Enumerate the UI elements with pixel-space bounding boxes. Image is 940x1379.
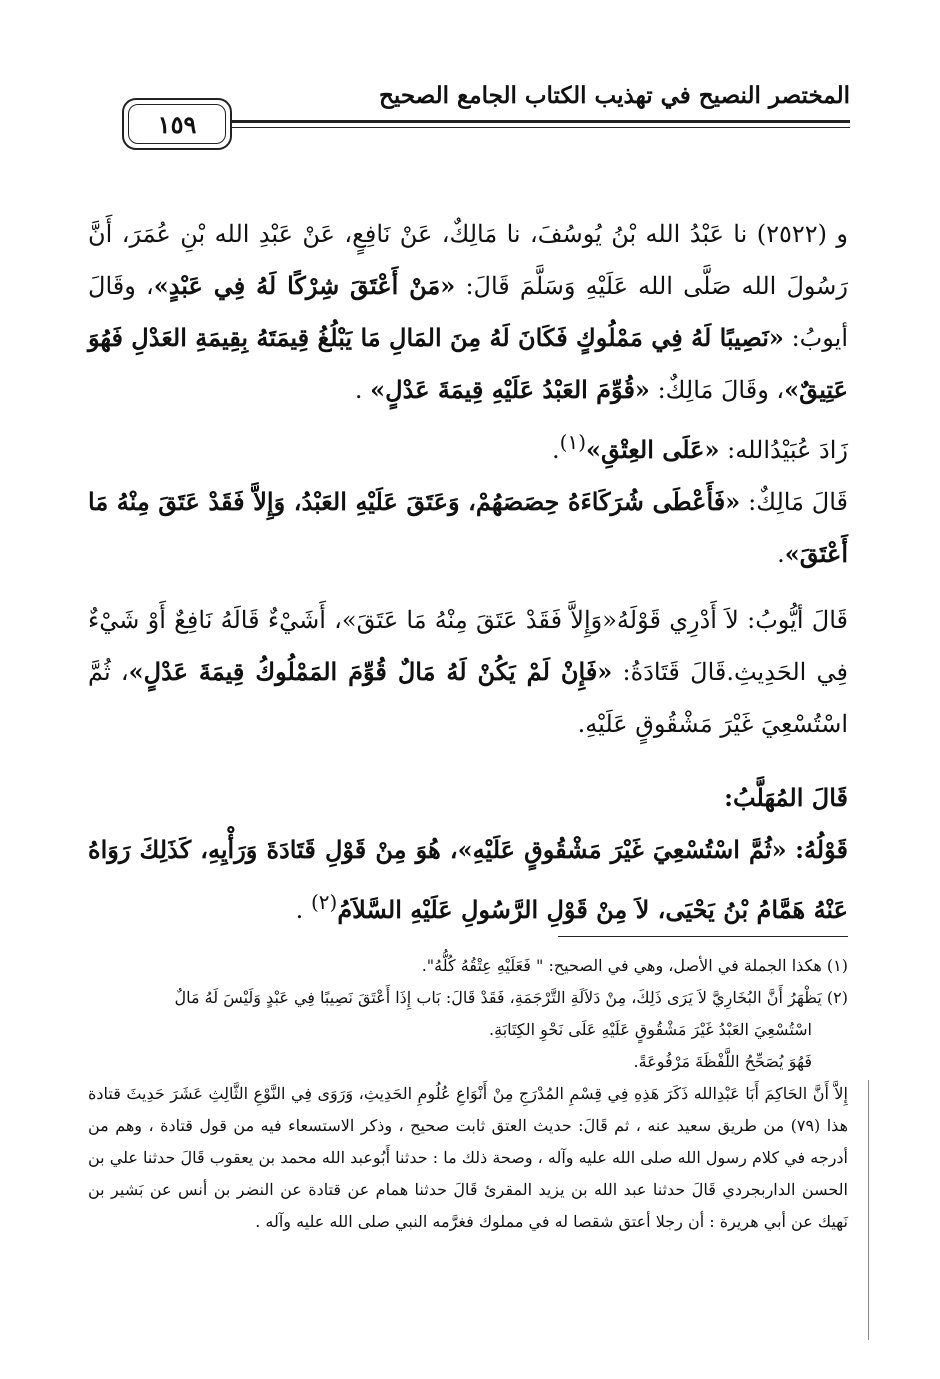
spacer (88, 750, 848, 772)
hadith-quote: «عَلَى العِتْقِ» (586, 435, 720, 464)
intro-text: قَالَ مَالِكٌ: (748, 488, 848, 516)
hadith-quote: «ثُمَّ اسْتُسْعِيَ غَيْرَ مَشْقُوقٍ عَلَيْهِ» (457, 835, 787, 864)
footnote-1: (١) هكذا الجملة في الأصل، وهي في الصحيح: " فَعَلَيْهِ عِتْقُهُ كُلُّهُ". (421, 956, 848, 975)
running-title: المختصر النصيح في تهذيب الكتاب الجامع الصحيح (379, 82, 850, 109)
ayyub-paragraph (88, 594, 848, 750)
intro-text: زَادَ عُبَيْدُالله: (727, 436, 848, 464)
punctuation: . (295, 896, 311, 924)
body-sentence: ، هُوَ مِنْ قَوْلِ قَتَادَةَ وَرَأْيِهِ، كَذَلِكَ رَوَاهُ عَنْهُ هَمَّامُ بْنُ يَحْيَى، لاَ مِنْ قَوْلِ الرَّسُولِ عَلَيْهِ السَّلاَمُ (88, 835, 848, 924)
footnote-separator (558, 936, 848, 937)
hadith-quote: «مَنْ أَعْتَقَ شِرْكًا لَهُ فِي عَبْدٍ» (153, 271, 456, 300)
footnotes (88, 950, 848, 1238)
margin-line (868, 1080, 869, 1340)
hadith-quote: «قُوِّمَ العَبْدُ عَلَيْهِ قِيمَةَ عَدْلٍ» (370, 375, 650, 404)
footnote-2-cont: فَهُوَ يُصَحِّحُ اللَّفْظَةَ مَرْفُوعَةً. (633, 1052, 812, 1071)
punctuation: . (354, 376, 371, 404)
main-text (88, 208, 848, 936)
header-rule-thin (230, 127, 850, 128)
footnote-2-cont: إِلاَّ أَنَّ الحَاكِمَ أَبَا عَبْدِالله ذَكَرَ هَذِهِ فِي قِسْمِ المُدْرَجِ مِنْ أَنْوَاعِ عُلُومِ الحَدِيثِ، وَرَوَى فِي النَّوْعِ الثَّالِثِ عَشَرَ حَدِيثَ قتادة هذا (٧٩) من طريق سعيد عنه ، ثم قَالَ: حديث العتق ثابت صحيح ، وذكر الاستسعاء فيه من قول قتادة ، وهم من أدرجه في كلام رسول الله صلى الله عليه وآله ، وصحة ذلك ما : حدثنا أَبُوعبد الله محمد بن يعقوب قَالَ حدثنا علي بن الحسن الداربجردي قَالَ حدثنا عبد الله بن يزيد المقرئ قَالَ حدثنا همام عن قتادة عن النضر بن أنس عن بَشير بن نَهيك عن أبي هريرة : أن رجلا أعتق شقصا له في مملوك فغرَّمه النبي صلى الله عليه وآله . (88, 1084, 849, 1231)
footnote-ref: (١) (559, 430, 587, 454)
obaidullah-paragraph (88, 416, 848, 476)
hadith-quote: «نَصِيبًا لَهُ فِي مَمْلُوكٍ فَكَانَ لَهُ مِنَ المَالِ مَا يَبْلُغُ قِيمَتَهُ بِقِيمَةِ العَدْلِ فَهُوَ عَتِيقٌ» (88, 323, 848, 404)
body-sentence: ، ثُمَّ اسْتُسْعِيَ غَيْرَ مَشْقُوقٍ عَلَيْهِ. (88, 658, 848, 738)
footnote-2: (٢) يَظْهَرُ أَنَّ البُخَارِيَّ لاَ يَرَى ذَلِكَ، مِنْ دَلاَلَةِ التَّرْجَمَةِ، فَقَدْ قَالَ: بَاب إِذَا أَعْتَقَ نَصِيبًا فِي عَبْدٍ وَلَيْسَ لَهُ مَالٌ (174, 988, 848, 1007)
intro-text: قَوْلُهُ: (795, 835, 848, 864)
isnad-text: و (٢٥٢٢) نا عَبْدُ الله بْنُ يُوسُفَ، نا مَالِكٌ، عَنْ نَافِعٍ، عَنْ عَبْدِ الله بْنِ عُمَرَ، أَنَّ رَسُولَ الله صَلَّى الله عَلَيْهِ وَسَلَّمَ قَالَ: (88, 220, 848, 300)
malik-paragraph (88, 476, 848, 580)
footnote-2-cont: اسْتُسْعِيَ العَبْدُ غَيْرَ مَشْقُوقٍ عَلَيْهِ عَلَى نَحْوِ الكِتَابَةِ. (489, 1020, 812, 1039)
body-sentence: قَالَ أيُّوبُ: لاَ أَدْرِي قَوْلَهُ«وَإِلاَّ فَقَدْ عَتَقَ مِنْهُ مَا عَتَقَ»، أَشَيْءٌ قَالَهُ نَافِعٌ أَوْ شَيْءٌ فِي الحَدِيثِ.قَالَ قَتَادَةُ: (88, 606, 848, 686)
hadith-paragraph (88, 208, 848, 416)
punctuation: . (552, 436, 560, 464)
spacer (88, 580, 848, 594)
connector-text: ، وقَالَ أيوبُ: (88, 272, 848, 352)
hadith-quote: «فَأَعْطَى شُرَكَاءَهُ حِصَصَهُمْ، وَعَتَقَ عَلَيْهِ العَبْدُ، وَإِلاَّ فَقَدْ عَتَقَ مِنْهُ مَا أَعْتَقَ» (88, 487, 848, 568)
section-heading: قَالَ المُهَلَّبُ: (724, 783, 848, 812)
connector-text: ، وقَالَ مَالِكٌ: (657, 376, 785, 404)
footnote-ref: (٢) (310, 890, 338, 914)
page-header (110, 72, 850, 162)
punctuation: . (777, 540, 785, 568)
hadith-quote: «فَإِنْ لَمْ يَكُنْ لَهُ مَالٌ قُوِّمَ المَمْلُوكُ قِيمَةَ عَدْلٍ» (128, 657, 613, 686)
mohallab-paragraph (88, 824, 848, 936)
page-number-frame (122, 98, 232, 150)
header-rule (230, 120, 850, 123)
page-number: ١٥٩ (128, 104, 226, 144)
